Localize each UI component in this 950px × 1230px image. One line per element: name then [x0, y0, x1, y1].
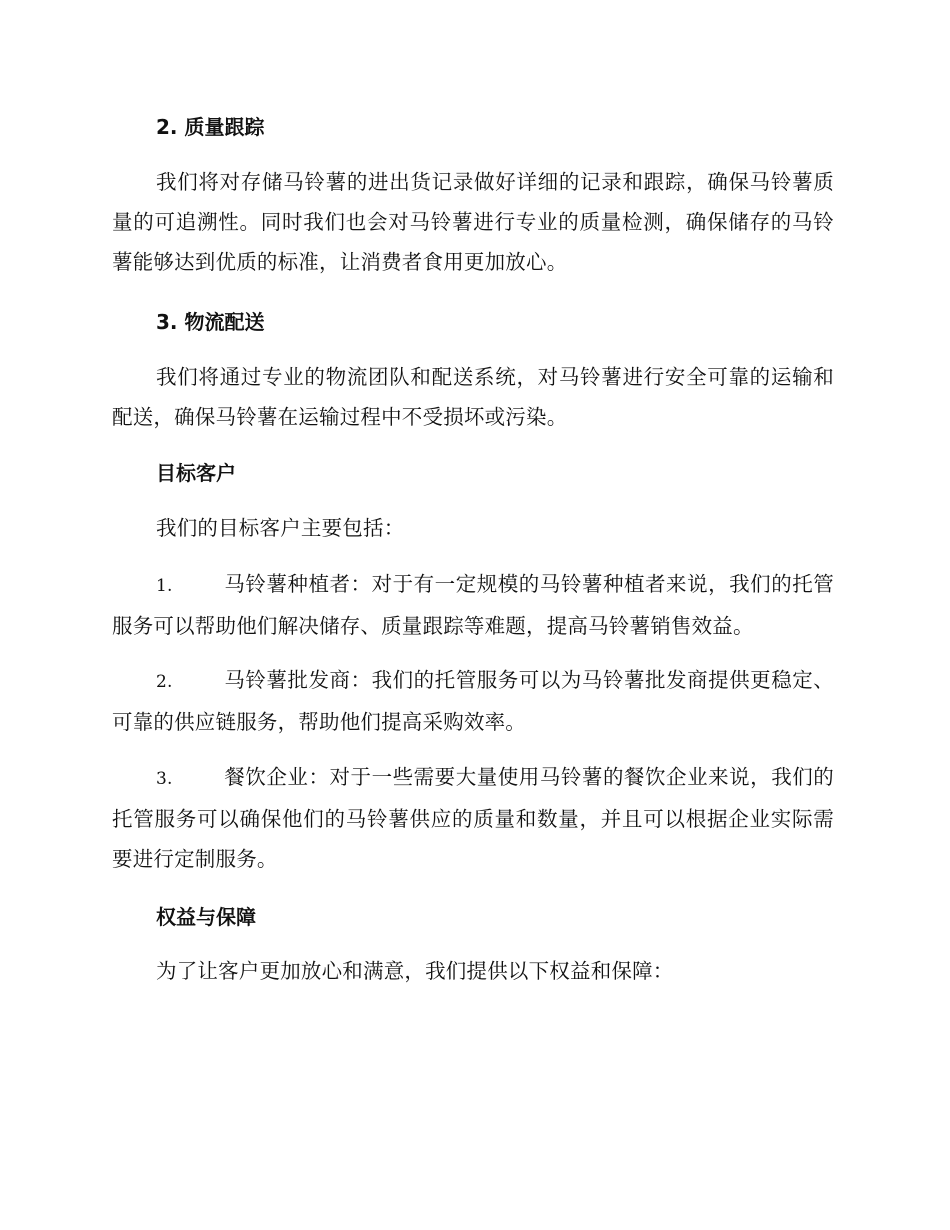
list-item-text: 马铃薯种植者：对于有一定规模的马铃薯种植者来说，我们的托管服务可以帮助他们解决储存、质量跟踪等难题，提高马铃薯销售效益。 [112, 572, 834, 638]
paragraph-rights-intro: 为了让客户更加放心和满意，我们提供以下权益和保障： [156, 959, 674, 983]
list-item [112, 660, 834, 742]
paragraph-quality: 我们将对存储马铃薯的进出货记录做好详细的记录和跟踪，确保马铃薯质量的可追溯性。同时我们也会对马铃薯进行专业的质量检测，确保储存的马铃薯能够达到优质的标准，让消费者食用更加放心。 [112, 170, 834, 274]
paragraph-customers-intro: 我们的目标客户主要包括： [156, 516, 405, 540]
list-item-text: 餐饮企业：对于一些需要大量使用马铃薯的餐饮企业来说，我们的托管服务可以确保他们的马铃薯供应的质量和数量，并且可以根据企业实际需要进行定制服务。 [112, 765, 834, 871]
list-item-number: 2. [156, 672, 173, 692]
list-item-number: 1. [156, 576, 173, 596]
list-item-number: 3. [156, 769, 173, 789]
section-heading-rights: 权益与保障 [156, 905, 256, 929]
section-heading-logistics: 3. 物流配送 [156, 310, 265, 334]
list-item [112, 564, 834, 646]
section-heading-quality: 2. 质量跟踪 [156, 115, 265, 139]
paragraph-logistics: 我们将通过专业的物流团队和配送系统，对马铃薯进行安全可靠的运输和配送，确保马铃薯在运输过程中不受损坏或污染。 [112, 365, 834, 429]
section-heading-customers: 目标客户 [156, 461, 236, 485]
list-item-text: 马铃薯批发商：我们的托管服务可以为马铃薯批发商提供更稳定、可靠的供应链服务，帮助他们提高采购效率。 [112, 668, 834, 734]
list-item [112, 757, 834, 879]
